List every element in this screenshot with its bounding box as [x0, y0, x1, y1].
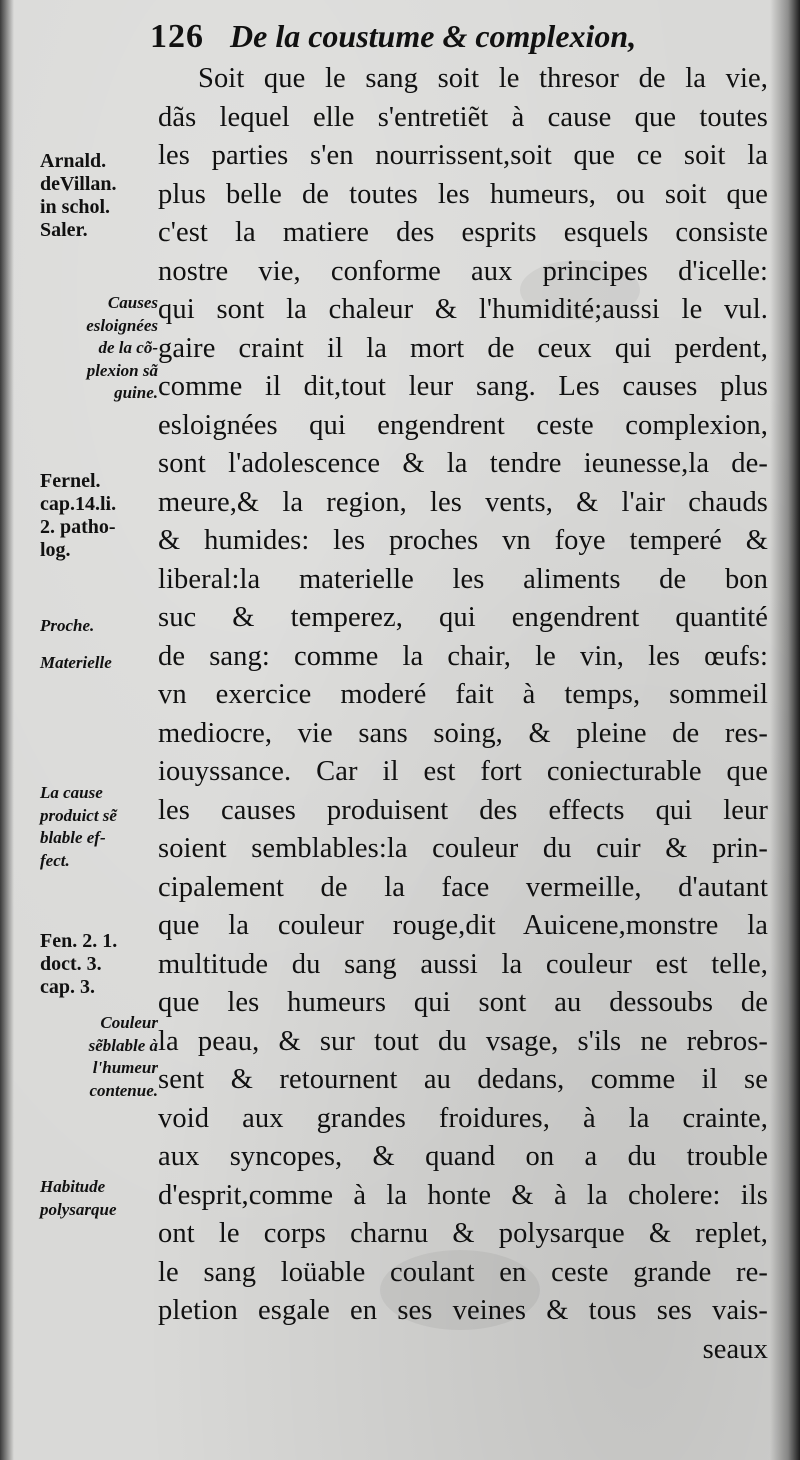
margin-note-fernel	[40, 470, 158, 562]
text-line: liberal:la materielle les aliments de bon	[158, 563, 768, 595]
note-line: cap.14.li.	[40, 493, 117, 515]
text-line: sent & retournent au dedans, comme il se	[158, 1064, 768, 1095]
text-line: mediocre, vie sans soing, & pleine de res-	[158, 717, 768, 749]
text-line: plus belle de toutes les humeurs, ou soit que	[158, 178, 768, 210]
page-header	[150, 18, 636, 66]
note-line: Habitude	[40, 1177, 106, 1196]
note-line: 2. patho-	[40, 516, 116, 538]
note-line: contenue.	[89, 1080, 158, 1100]
text-line: & humides: les proches vn foye temperé &	[158, 525, 768, 556]
note-line: in schol.	[40, 196, 111, 218]
note-line: doct. 3.	[40, 953, 102, 975]
margin-note-materielle	[40, 652, 158, 675]
margin-note-la-cause	[40, 782, 158, 872]
text-line: dãs lequel elle s'entretiẽt à cause que toutes	[158, 101, 768, 133]
text-line: pletion esgale en ses veines & tous ses vais-	[158, 1295, 768, 1326]
note-line: esloignées	[86, 315, 158, 335]
note-line: Materielle	[40, 653, 112, 672]
text-line: c'est la matiere des esprits esquels consiste	[158, 217, 768, 248]
text-line: aux syncopes, & quand on a du trouble	[158, 1141, 768, 1172]
text-line: void aux grandes froidures, à la crainte,	[158, 1102, 768, 1134]
margin-note-couleur	[40, 1012, 158, 1102]
note-line: La cause	[40, 783, 103, 802]
text-line: suc & temperez, qui engendrent quantité	[158, 602, 768, 633]
text-line: vn exercice moderé fait à temps, sommeil	[158, 679, 768, 710]
text-line: d'esprit,comme à la honte & à la cholere: ils	[158, 1179, 768, 1211]
margin-note-proche	[40, 615, 158, 638]
note-line: cap. 3.	[40, 976, 95, 998]
text-line: Soit que le sang soit le thresor de la vie,	[198, 63, 768, 94]
body-text	[158, 60, 768, 1369]
margin-note-arnald	[40, 150, 158, 242]
text-line: iouyssance. Car il est fort coniecturable que	[158, 756, 768, 787]
note-line: Causes	[107, 293, 158, 312]
text-line: esloignées qui engendrent ceste complexion,	[158, 409, 768, 441]
text-line: cipalement de la face vermeille, d'autant	[158, 871, 768, 903]
text-line: seaux	[702, 1333, 768, 1365]
text-line: les parties s'en nourrissent,soit que ce soit la	[158, 140, 768, 171]
note-line: Couleur	[100, 1013, 158, 1032]
text-line: gaire craint il la mort de ceux qui perdent,	[158, 332, 768, 364]
note-line: Fen. 2. 1.	[40, 930, 118, 952]
text-line: nostre vie, conforme aux principes d'icelle:	[158, 255, 768, 287]
text-line: de sang: comme la chair, le vin, les œufs:	[158, 640, 768, 672]
note-line: produict sẽ	[40, 805, 117, 825]
note-line: guine.	[114, 383, 158, 402]
margin-note-habitude	[40, 1176, 158, 1221]
running-title: De la coustume & complexion,	[230, 18, 637, 54]
note-line: de la cõ-	[98, 338, 158, 357]
text-line: sont l'adolescence & la tendre ieunesse,la de-	[158, 448, 768, 479]
text-line: que la couleur rouge,dit Auicene,monstre la	[158, 910, 768, 941]
text-line: le sang loüable coulant en ceste grande re-	[158, 1256, 768, 1288]
text-line: soient semblables:la couleur du cuir & prin-	[158, 833, 768, 864]
text-line: les causes produisent des effects qui leur	[158, 794, 768, 826]
text-line: ont le corps charnu & polysarque & replet,	[158, 1218, 768, 1249]
note-line: Fernel.	[40, 470, 101, 492]
text-line: meure,& la region, les vents, & l'air chauds	[158, 486, 768, 518]
note-line: polysarque	[40, 1199, 117, 1219]
note-line: plexion sã	[86, 360, 158, 380]
note-line: Arnald.	[40, 150, 107, 172]
text-line: qui sont la chaleur & l'humidité;aussi le vul.	[158, 294, 768, 325]
note-line: deVillan.	[40, 173, 117, 195]
margin-note-fen	[40, 930, 158, 999]
note-line: l'humeur	[92, 1058, 158, 1077]
margin-note-causes-esloignees	[40, 292, 158, 405]
text-line: multitude du sang aussi la couleur est telle,	[158, 948, 768, 980]
note-line: Saler.	[40, 219, 88, 241]
text-line: la peau, & sur tout du vsage, s'ils ne rebros-	[158, 1025, 768, 1057]
text-line: que les humeurs qui sont au dessoubs de	[158, 987, 768, 1018]
note-line: blable ef-	[40, 828, 106, 847]
text-line: comme il dit,tout leur sang. Les causes plus	[158, 371, 768, 402]
note-line: fect.	[40, 850, 70, 870]
note-line: sẽblable à	[88, 1035, 158, 1055]
note-line: log.	[40, 539, 71, 561]
page-number: 126	[150, 18, 204, 55]
note-line: Proche.	[40, 616, 95, 635]
